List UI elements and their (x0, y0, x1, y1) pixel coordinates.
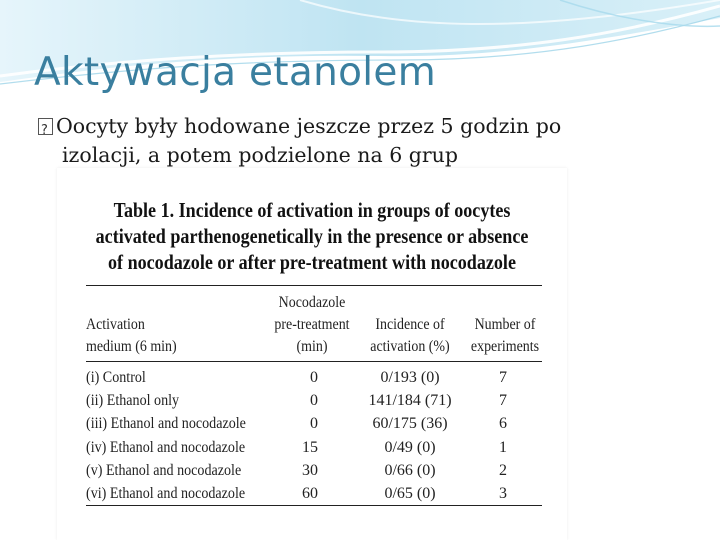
row-nocodazole: 15 (302, 438, 318, 456)
header-nocodazole-line-1: Nocodazole (278, 294, 346, 311)
row-incidence: 0/193 (0) (380, 369, 440, 386)
table-row (0, 485, 720, 508)
row-label: (i) Control (86, 369, 146, 386)
header-nocodazole-line-2: pre-treatment (274, 316, 350, 333)
table-row (0, 415, 720, 438)
row-nocodazole: 0 (310, 415, 318, 433)
table-caption (95, 197, 528, 275)
caption-line-3: of nocodazole or after pre-treatment with nocodazole (108, 250, 516, 274)
header-nocodazole (267, 292, 357, 358)
row-experiments: 6 (499, 415, 507, 433)
row-label: (v) Ethanol and nocodazole (86, 461, 242, 479)
header-activation-line-1: Activation (86, 316, 145, 333)
table-row (0, 369, 720, 392)
row-incidence: 0/66 (0) (384, 461, 436, 479)
bullet-text-2: izolacji, a potem podzielone na 6 grup (62, 143, 459, 167)
row-nocodazole: 0 (310, 392, 318, 410)
row-experiments: 7 (499, 369, 507, 386)
row-label: (vi) Ethanol and nocodazole (86, 484, 246, 502)
row-incidence: 0/65 (0) (384, 484, 436, 502)
row-incidence: 141/184 (71) (368, 392, 452, 410)
row-experiments: 7 (499, 392, 507, 410)
header-experiments (465, 314, 546, 358)
row-experiments: 2 (499, 461, 507, 479)
row-label: (ii) Ethanol only (86, 392, 180, 410)
bullet-line-1 (38, 112, 678, 141)
row-experiments: 3 (499, 484, 507, 502)
table-row (0, 439, 720, 462)
header-incidence-line-2: activation (%) (370, 338, 450, 355)
header-experiments-line-1: Number of (474, 316, 536, 333)
slide-title: Aktywacja etanolem (34, 50, 436, 95)
table-header-rule (86, 361, 542, 362)
bullet-marker-icon (38, 118, 53, 135)
row-nocodazole: 30 (302, 461, 318, 479)
header-activation-line-2: medium (6 min) (86, 338, 177, 355)
header-incidence-line-1: Incidence of (375, 316, 445, 333)
row-nocodazole: 0 (310, 369, 318, 386)
row-nocodazole: 60 (302, 484, 318, 502)
header-nocodazole-line-3: (min) (296, 338, 328, 355)
caption-line-2: activated parthenogenetically in the presence or absence (95, 224, 529, 248)
row-label: (iv) Ethanol and nocodazole (86, 438, 246, 456)
table-row (0, 392, 720, 415)
table-body (0, 369, 720, 508)
bullet-point (38, 112, 678, 170)
caption-line-1: Table 1. Incidence of activation in groups of oocytes (113, 198, 511, 222)
row-incidence: 60/175 (36) (372, 415, 448, 433)
bullet-text-1: Oocyty były hodowane jeszcze przez 5 godzin po (56, 114, 562, 138)
row-label: (iii) Ethanol and nocodazole (86, 415, 246, 433)
row-experiments: 1 (499, 438, 507, 456)
header-experiments-line-2: experiments (470, 338, 540, 355)
row-incidence: 0/49 (0) (384, 438, 436, 456)
header-incidence (365, 314, 455, 358)
table-top-rule (86, 285, 542, 286)
table-row (0, 462, 720, 485)
header-activation (86, 314, 177, 358)
